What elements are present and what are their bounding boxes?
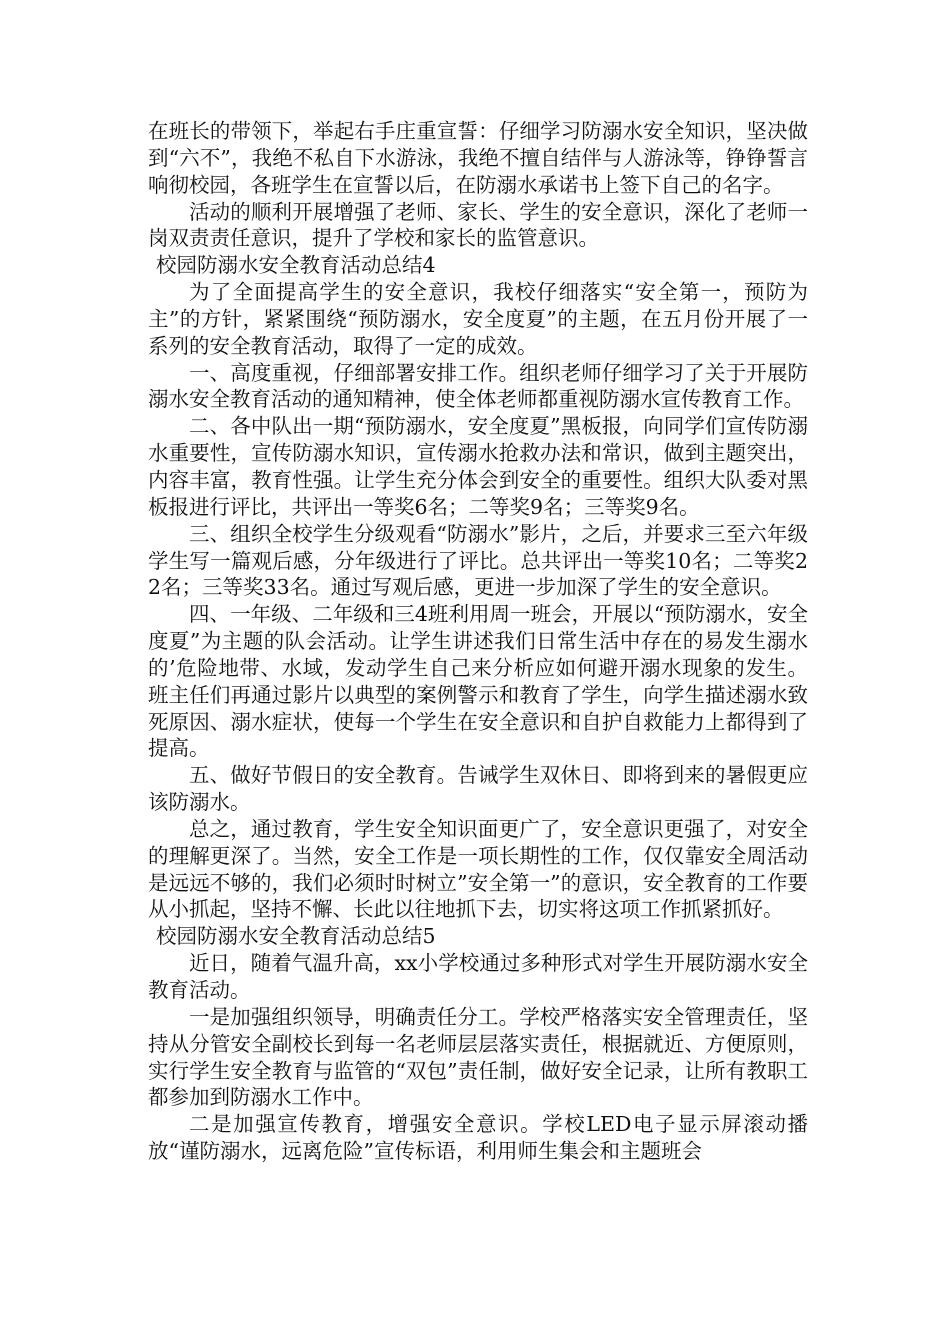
paragraph-point-2: 二、各中队出一期“预防溺水，安全度夏”黑板报，向同学们宣传防溺水重要性，宣传防溺水知识，宣传溺水抢救办法和常识，做到主题突出，内容丰富，教育性强。让学生充分体会到安全的重要性。组织大队委对黑板报进行评比，共评出一等奖6名；二等奖9名；三等奖9名。	[148, 414, 808, 519]
document-page	[148, 118, 808, 1165]
paragraph-intro-5: 近日，随着气温升高，xx小学校通过多种形式对学生开展防溺水安全教育活动。	[148, 951, 808, 1002]
paragraph-summary-4: 总之，通过教育，学生安全知识面更广了，安全意识更强了，对安全的理解更深了。当然，安全工作是一项长期性的工作，仅仅靠安全周活动是远远不够的，我们必须时时树立”安全第一”的意识，安全教育的工作要从小抓起，坚持不懈、长此以往地抓下去，切实将这项工作抓紧抓好。	[148, 816, 808, 922]
paragraph-point-4: 四、一年级、二年级和三4班利用周一班会，开展以“预防溺水，安全度夏”为主题的队会活动。让学生讲述我们日常生活中存在的易发生溺水的’危险地带、水域，发动学生自己来分析应如何避开溺水现象的发生。班主任们再通过影片以典型的案例警示和教育了学生，向学生描述溺水致死原因、溺水症状，使每一个学生在安全意识和自护自救能力上都得到了提高。	[148, 602, 808, 761]
section-heading-5: 校园防溺水安全教育活动总结5	[156, 924, 436, 949]
paragraph-point-3: 三、组织全校学生分级观看“防溺水”影片，之后，并要求三至六年级学生写一篇观后感，分年级进行了评比。总共评出一等奖10名；二等奖22名；三等奖33名。通过写观后感，更进一步加深了学生的安全意识。	[148, 521, 808, 600]
paragraph-oath: 在班长的带领下，举起右手庄重宣誓：仔细学习防溺水安全知识，坚决做到“六不”，我绝不私自下水游泳，我绝不擅自结伴与人游泳等，铮铮誓言响彻校园，各班学生在宣誓以后，在防溺水承诺书上签下自己的名字。	[148, 119, 808, 197]
section-heading-4: 校园防溺水安全教育活动总结4	[156, 253, 436, 278]
paragraph-measure-1: 一是加强组织领导，明确责任分工。学校严格落实安全管理责任，坚持从分管安全副校长到每一名老师层层落实责任，根据就近、方便原则，实行学生安全教育与监管的“双包”责任制，做好安全记录，让所有教职工都参加到防溺水工作中。	[148, 1004, 808, 1110]
paragraph-intro-4: 为了全面提高学生的安全意识，我校仔细落实“安全第一，预防为主”的方针，紧紧围绕“预防溺水，安全度夏”的主题，在五月份开展了一系列的安全教育活动，取得了一定的成效。	[148, 280, 808, 358]
paragraph-measure-2: 二是加强宣传教育，增强安全意识。学校LED电子显示屏滚动播放“谨防溺水，远离危险”宣传标语，利用师生集会和主题班会	[148, 1112, 808, 1164]
paragraph-awareness: 活动的顺利开展增强了老师、家长、学生的安全意识，深化了老师一岗双责责任意识，提升了学校和家长的监管意识。	[148, 199, 808, 251]
paragraph-point-1: 一、高度重视，仔细部署安排工作。组织老师仔细学习了关于开展防溺水安全教育活动的通知精神，使全体老师都重视防溺水宣传教育工作。	[148, 360, 808, 412]
paragraph-point-5: 五、做好节假日的安全教育。告诫学生双休日、即将到来的暑假更应该防溺水。	[148, 763, 808, 815]
